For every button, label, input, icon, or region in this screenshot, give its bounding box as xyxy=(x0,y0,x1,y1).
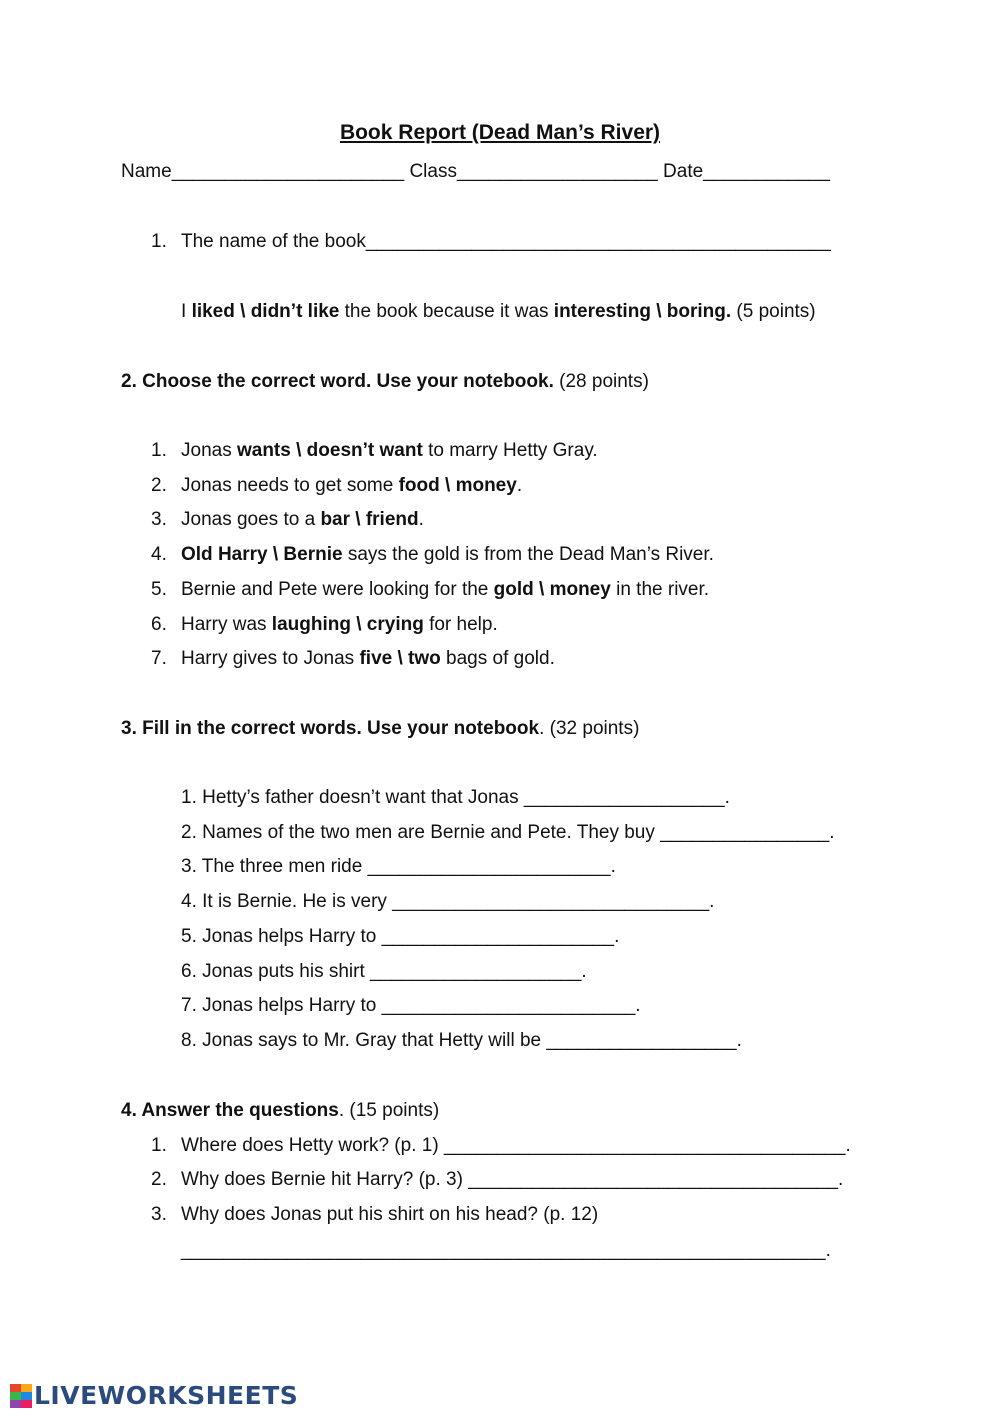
fill-in-item[interactable]: 6. Jonas puts his shirt ____________________. xyxy=(181,961,587,982)
item-number: 1. xyxy=(151,1135,167,1156)
liveworksheets-logo xyxy=(10,1381,298,1410)
item-number: 4. xyxy=(151,544,167,565)
fill-in-item[interactable]: 3. The three men ride _______________________. xyxy=(181,856,616,877)
choice-item xyxy=(151,543,714,567)
fill-in-item[interactable]: 7. Jonas helps Harry to ________________________. xyxy=(181,995,641,1016)
fill-in-item[interactable]: 5. Jonas helps Harry to ______________________. xyxy=(181,926,620,947)
section3-heading xyxy=(121,717,639,741)
class-field[interactable]: ___________________ xyxy=(456,161,658,182)
answer-line[interactable]: _____________________________________________________________. xyxy=(181,1240,831,1261)
item-number: 2. xyxy=(151,475,167,496)
fill-in-item[interactable]: 8. Jonas says to Mr. Gray that Hetty will be __________________. xyxy=(181,1030,742,1051)
item-text: says the gold is from the Dead Man’s River. xyxy=(342,544,714,565)
item-number: 5. xyxy=(151,579,167,600)
section-heading: 2. Choose the correct word. Use your notebook. xyxy=(121,371,554,392)
item-text: Jonas xyxy=(181,440,237,461)
page-title: Book Report (Dead Man’s River) xyxy=(339,121,661,144)
item-text: Jonas goes to a xyxy=(181,509,321,530)
choice-item xyxy=(151,578,709,602)
item-number: 1. xyxy=(151,231,167,252)
opinion-line xyxy=(181,300,816,324)
question-item xyxy=(151,1134,851,1158)
logo-icon xyxy=(10,1384,32,1408)
logo-square xyxy=(21,1392,32,1400)
choice-item xyxy=(151,508,424,532)
opinion-choice-like[interactable]: liked \ didn’t like xyxy=(191,301,340,322)
item-text: in the river. xyxy=(610,579,710,600)
section-points: (28 points) xyxy=(553,371,649,392)
opinion-text: I xyxy=(181,301,192,322)
question-text[interactable]: Why does Jonas put his shirt on his head? (p. 12) xyxy=(181,1204,599,1225)
item-text: Bernie and Pete were looking for the xyxy=(181,579,494,600)
name-label: Name xyxy=(121,161,172,182)
question-text[interactable]: Why does Bernie hit Harry? (p. 3) ___________________________________. xyxy=(181,1169,844,1190)
word-choice[interactable]: laughing \ crying xyxy=(271,614,424,635)
opinion-choice-interest[interactable]: interesting \ boring. xyxy=(553,301,732,322)
choice-item xyxy=(151,474,522,498)
word-choice[interactable]: bar \ friend xyxy=(320,509,419,530)
fill-in-item[interactable]: 2. Names of the two men are Bernie and Pete. They buy ________________. xyxy=(181,822,835,843)
fill-in-item[interactable]: 1. Hetty’s father doesn’t want that Jonas ___________________. xyxy=(181,787,730,808)
item-number: 1. xyxy=(151,440,167,461)
section-points: . (32 points) xyxy=(539,718,640,739)
item-number: 3. xyxy=(151,1204,167,1225)
opinion-text: the book because it was xyxy=(339,301,554,322)
section2-heading xyxy=(121,370,649,394)
word-choice[interactable]: Old Harry \ Bernie xyxy=(181,544,343,565)
choice-item xyxy=(151,647,555,671)
item-text: bags of gold. xyxy=(440,648,555,669)
logo-square xyxy=(21,1400,32,1408)
item-number: 7. xyxy=(151,648,167,669)
opinion-points: (5 points) xyxy=(731,301,816,322)
question-text[interactable]: Where does Hetty work? (p. 1) ______________________________________. xyxy=(181,1135,851,1156)
item-text: Harry gives to Jonas xyxy=(181,648,360,669)
section-points: . (15 points) xyxy=(338,1100,440,1121)
logo-square xyxy=(21,1384,32,1392)
question-text: The name of the book xyxy=(181,231,366,252)
item-number: 6. xyxy=(151,614,167,635)
date-field[interactable]: ____________ xyxy=(703,161,830,182)
item-text: . xyxy=(516,475,523,496)
word-choice[interactable]: food \ money xyxy=(398,475,517,496)
item-text: Harry was xyxy=(181,614,272,635)
fill-in-item[interactable]: 4. It is Bernie. He is very ______________________________. xyxy=(181,891,715,912)
class-label: Class xyxy=(409,161,457,182)
section4-heading xyxy=(121,1099,439,1123)
header-fields xyxy=(121,160,830,184)
item-text: to marry Hetty Gray. xyxy=(422,440,598,461)
name-field[interactable]: ______________________ xyxy=(171,161,405,182)
choice-item xyxy=(151,439,598,463)
item-text: Jonas needs to get some xyxy=(181,475,399,496)
item-text: for help. xyxy=(423,614,498,635)
word-choice[interactable]: gold \ money xyxy=(493,579,611,600)
question-item xyxy=(151,1168,843,1192)
word-choice[interactable]: wants \ doesn’t want xyxy=(236,440,423,461)
item-number: 2. xyxy=(151,1169,167,1190)
section-heading: 4. Answer the questions xyxy=(121,1100,339,1121)
item-number: 3. xyxy=(151,509,167,530)
word-choice[interactable]: five \ two xyxy=(359,648,441,669)
logo-square xyxy=(10,1384,21,1392)
item-text: . xyxy=(418,509,424,530)
section1-question xyxy=(151,230,831,254)
logo-square xyxy=(10,1392,21,1400)
logo-square xyxy=(10,1400,21,1408)
section-heading: 3. Fill in the correct words. Use your notebook xyxy=(121,718,540,739)
book-name-field[interactable]: ____________________________________________ xyxy=(365,231,831,252)
question-item xyxy=(151,1203,598,1227)
logo-text: LIVEWORKSHEETS xyxy=(34,1381,299,1410)
date-label: Date xyxy=(663,161,704,182)
choice-item xyxy=(151,613,498,637)
